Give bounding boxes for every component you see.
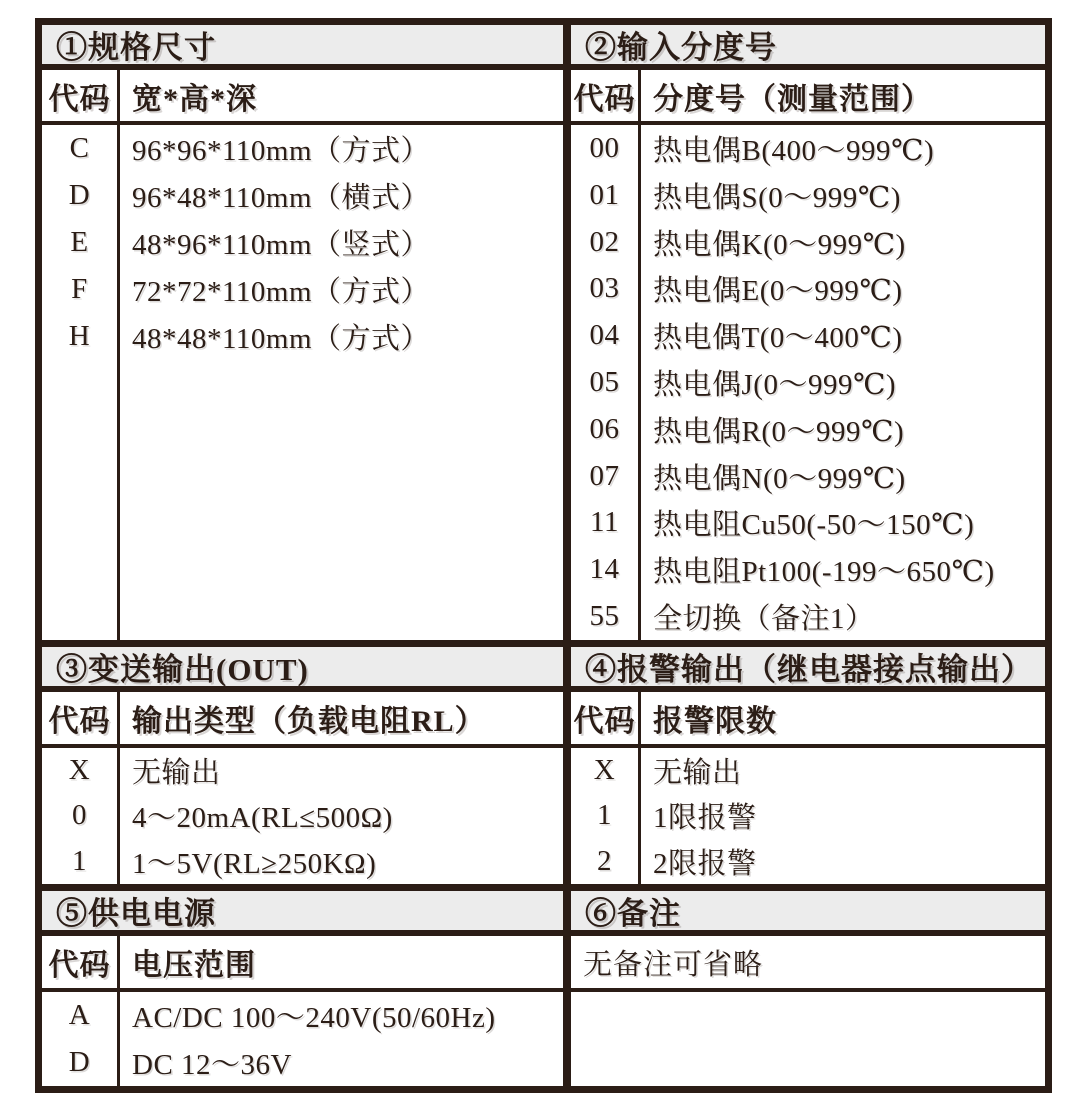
value-cell: 72*72*110mm（方式） — [132, 276, 431, 308]
code-header: 代码 — [573, 705, 636, 738]
value-cell: DC 12～36V — [132, 1049, 292, 1081]
section2-title-bar — [571, 25, 1045, 64]
code-cell: 14 — [589, 553, 620, 586]
code-cell: 1 — [72, 844, 87, 877]
section6-note: 无备注可省略 — [583, 948, 764, 981]
value-header: 分度号（测量范围） — [653, 82, 932, 116]
section3-column-header — [42, 692, 563, 744]
model-selection-table — [35, 18, 1052, 1093]
value-cell: 热电偶R(0～999℃) — [653, 415, 905, 448]
value-cell: 热电阻Cu50(-50～150℃) — [653, 509, 975, 542]
right-column — [571, 25, 1045, 1086]
code-header: 代码 — [48, 705, 111, 738]
code-cell: 55 — [589, 600, 620, 633]
section1-rows — [42, 125, 563, 640]
value-cell: 48*96*110mm（竖式） — [132, 229, 431, 261]
code-cell: F — [71, 273, 88, 305]
code-cell: E — [70, 226, 89, 258]
center-divider — [563, 25, 571, 1086]
code-header: 代码 — [48, 949, 111, 982]
code-cell: H — [68, 320, 91, 352]
code-cell: A — [68, 999, 91, 1031]
section5-title-bar — [42, 891, 563, 930]
code-cell: 07 — [589, 459, 620, 492]
section6-title: ⑥备注 — [585, 896, 681, 931]
section3-rows — [42, 748, 563, 884]
value-cell: 热电阻Pt100(-199～650℃) — [653, 556, 995, 589]
value-header: 宽*高*深 — [132, 82, 257, 116]
section4-column-header — [571, 692, 1045, 744]
value-cell: 1～5V(RL≥250KΩ) — [132, 847, 377, 880]
value-cell: 48*48*110mm（方式） — [132, 323, 431, 355]
value-cell: 热电偶K(0～999℃) — [653, 228, 906, 261]
value-cell: 无输出 — [653, 757, 742, 790]
section4-title: ④报警输出（继电器接点输出） — [585, 652, 1033, 687]
section4-rows — [571, 748, 1045, 884]
code-cell: 02 — [589, 225, 620, 258]
value-cell: 热电偶N(0～999℃) — [653, 462, 906, 495]
code-cell: X — [68, 754, 91, 787]
value-cell: AC/DC 100～240V(50/60Hz) — [132, 1002, 496, 1034]
code-cell: 06 — [589, 412, 620, 445]
code-cell: 01 — [589, 178, 620, 211]
value-cell: 热电偶T(0～400℃) — [653, 322, 903, 355]
value-header: 输出类型（负载电阻RL） — [132, 705, 486, 738]
section3-title: ③变送输出(OUT) — [56, 652, 309, 687]
value-header: 电压范围 — [132, 949, 256, 982]
section1-title-bar — [42, 25, 563, 64]
value-cell: 全切换（备注1） — [653, 603, 875, 636]
value-cell: 热电偶S(0～999℃) — [653, 181, 901, 214]
code-cell: 1 — [597, 799, 612, 832]
value-cell: 无输出 — [132, 757, 221, 790]
section2-rows — [571, 125, 1045, 640]
section3-title-bar — [42, 647, 563, 686]
section1-column-header — [42, 70, 563, 121]
value-cell: 4～20mA(RL≤500Ω) — [132, 802, 393, 835]
section6-empty-cell — [571, 992, 1045, 1086]
left-column — [42, 25, 563, 1086]
code-header: 代码 — [573, 82, 636, 116]
code-cell: 00 — [589, 131, 620, 164]
section2-title: ②输入分度号 — [585, 30, 777, 65]
code-cell: 0 — [72, 799, 87, 832]
value-cell: 热电偶J(0～999℃) — [653, 368, 897, 401]
value-cell: 96*48*110mm（横式） — [132, 182, 431, 214]
section2-column-header — [571, 70, 1045, 121]
value-cell: 2限报警 — [653, 847, 757, 880]
section5-title: ⑤供电电源 — [56, 896, 216, 931]
section4-title-bar — [571, 647, 1045, 686]
code-cell: 04 — [589, 319, 620, 352]
value-header: 报警限数 — [653, 705, 777, 738]
code-cell: X — [593, 754, 616, 787]
code-cell: D — [68, 179, 91, 211]
value-cell: 热电偶B(400～999℃) — [653, 134, 935, 167]
section1-title: ①规格尺寸 — [56, 30, 216, 65]
code-cell: D — [68, 1046, 91, 1078]
value-cell: 96*96*110mm（方式） — [132, 135, 431, 167]
section5-rows — [42, 992, 563, 1086]
value-cell: 1限报警 — [653, 802, 757, 835]
section5-column-header — [42, 936, 563, 988]
code-cell: C — [69, 132, 90, 164]
code-cell: 03 — [589, 272, 620, 305]
section6-title-bar — [571, 891, 1045, 930]
code-header: 代码 — [48, 82, 111, 116]
code-cell: 2 — [597, 844, 612, 877]
code-cell: 11 — [590, 506, 619, 539]
code-cell: 05 — [589, 365, 620, 398]
value-cell: 热电偶E(0～999℃) — [653, 275, 903, 308]
